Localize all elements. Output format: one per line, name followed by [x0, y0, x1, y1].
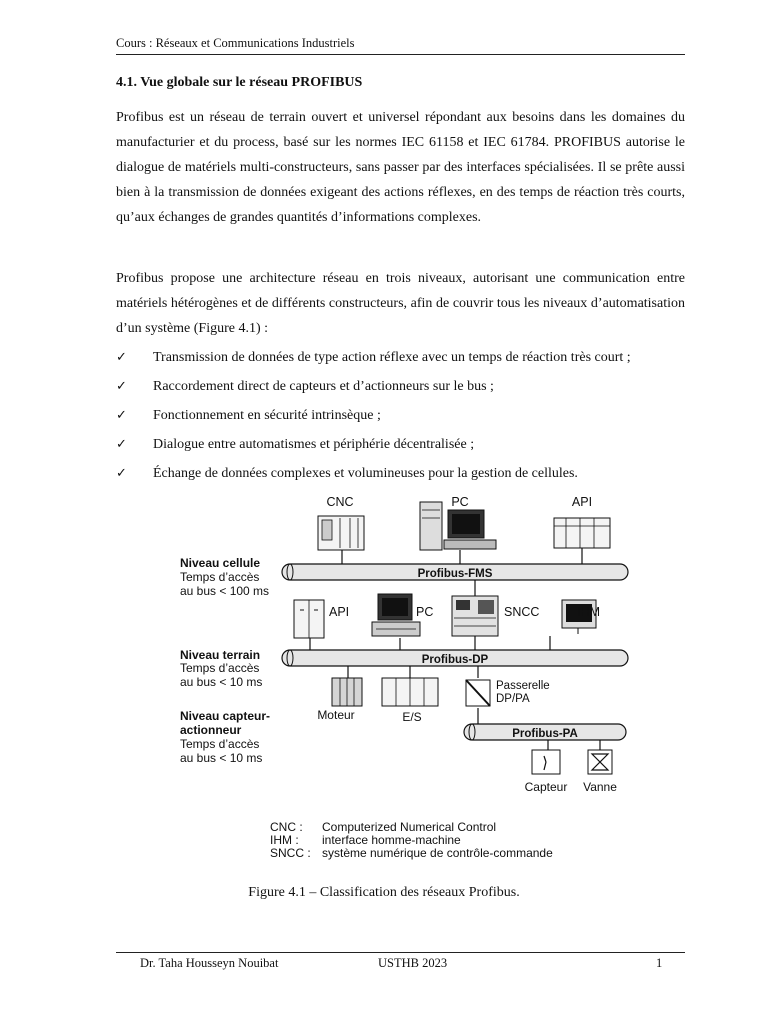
level-capteur-label [180, 709, 270, 765]
moteur-label: Moteur [317, 708, 355, 722]
figure-caption: Figure 4.1 – Classification des réseaux Profibus. [248, 885, 520, 900]
footer-institution: USTHB 2023 [378, 956, 448, 970]
cnc-label: CNC [326, 495, 354, 509]
list-item-text: Fonctionnement en sécurité intrinsèque ; [153, 408, 381, 423]
section-title: 4.1. Vue globale sur le réseau PROFIBUS [116, 75, 363, 90]
pc-tower-icon [420, 502, 496, 550]
paragraph-intro: Profibus est un réseau de terrain ouvert et universel répondant aux besoins dans les domaines du manufacturier et du process, basé sur les normes IEC 61158 et IEC 61784. PROFIBUS autorise le dialogue de matériels multi-constructeurs, sans passer par des interfaces spécialisées. Il se prête aussi bien à la transmission de données exigeant des actions réflexes, en des temps de réaction très courts, qu’aux échanges de grandes quantités d’informations complexes. [116, 110, 685, 225]
pc-top-label: PC [451, 495, 469, 509]
checkmark-icon: ✓ [116, 408, 127, 423]
level-access-time: au bus < 10 ms [180, 675, 263, 689]
legend-desc: Computerized Numerical Control [322, 820, 497, 834]
pc-mid-label: PC [416, 605, 434, 619]
profibus-pa-bus [464, 724, 626, 740]
api-mid-label: API [329, 605, 350, 619]
cnc-icon [318, 516, 364, 550]
list-item [116, 401, 685, 430]
ihm-label: IHM [577, 605, 600, 619]
sncc-label: SNCC [504, 605, 540, 619]
feature-checklist [116, 343, 685, 488]
profibus-dp-bus [282, 650, 628, 666]
es-label: E/S [402, 710, 422, 724]
paragraph-architecture: Profibus propose une architecture réseau en trois niveaux, autorisant une communication entre matériels hétérogènes et de différents constructeurs, afin de couvrir tous les niveaux d’automatisation d’un système (Figure 4.1) : [116, 271, 685, 336]
list-item-text: Dialogue entre automatismes et périphérie décentralisée ; [153, 437, 475, 452]
level-access-time: au bus < 100 ms [180, 584, 270, 598]
bus-label: Profibus-DP [421, 654, 489, 666]
level-name: Niveau capteur- [180, 709, 271, 723]
level-name: Niveau cellule [180, 556, 261, 570]
level-access-time: Temps d’accès [180, 737, 260, 751]
level-terrain-label [180, 648, 262, 689]
level-access-time: Temps d’accès [180, 661, 260, 675]
list-item [116, 343, 685, 372]
legend-abbr: IHM : [270, 833, 299, 847]
footer-page-number: 1 [656, 956, 663, 970]
profibus-fms-bus [282, 564, 628, 580]
api-top-label: API [571, 495, 593, 509]
sensor-icon [532, 750, 560, 774]
checkmark-icon: ✓ [116, 466, 127, 481]
motor-icon [332, 678, 362, 706]
api-mid-icon [294, 600, 324, 638]
figure-legend [270, 820, 553, 860]
footer-divider [116, 952, 685, 953]
bus-label: Profibus-PA [512, 728, 578, 740]
level-name: actionneur [180, 723, 242, 737]
checkmark-icon: ✓ [116, 350, 127, 365]
vanne-label: Vanne [583, 780, 617, 794]
pc-mid-icon [372, 594, 420, 636]
footer-author: Dr. Taha Housseyn Nouibat [140, 956, 279, 970]
list-item [116, 459, 685, 488]
capteur-label: Capteur [524, 780, 568, 794]
level-name: Niveau terrain [180, 648, 261, 662]
list-item-text: Transmission de données de type action réflexe avec un temps de réaction très court ; [153, 350, 631, 365]
profibus-figure [170, 488, 617, 868]
checkmark-icon: ✓ [116, 379, 127, 394]
bus-label: Profibus-FMS [417, 568, 493, 580]
passerelle-label: Passerelle [496, 680, 550, 692]
level-access-time: Temps d’accès [180, 570, 260, 584]
list-item [116, 430, 685, 459]
gateway-icon [466, 680, 490, 706]
level-cellule-label [180, 556, 269, 598]
legend-desc: système numérique de contrôle-commande [322, 846, 553, 860]
valve-icon [588, 750, 612, 774]
list-item [116, 372, 685, 401]
legend-desc: interface homme-machine [322, 833, 461, 847]
legend-abbr: SNCC : [270, 846, 311, 860]
io-module-icon [382, 678, 438, 706]
level-access-time: au bus < 10 ms [180, 751, 263, 765]
api-top-icon [554, 518, 610, 548]
sncc-icon [452, 596, 498, 636]
legend-abbr: CNC : [270, 820, 303, 834]
page-header: Cours : Réseaux et Communications Industriels [116, 36, 685, 55]
list-item-text: Raccordement direct de capteurs et d’actionneurs sur le bus ; [153, 379, 494, 394]
checkmark-icon: ✓ [116, 437, 127, 452]
list-item-text: Échange de données complexes et volumineuses pour la gestion de cellules. [153, 466, 578, 481]
passerelle-label: DP/PA [496, 693, 530, 705]
